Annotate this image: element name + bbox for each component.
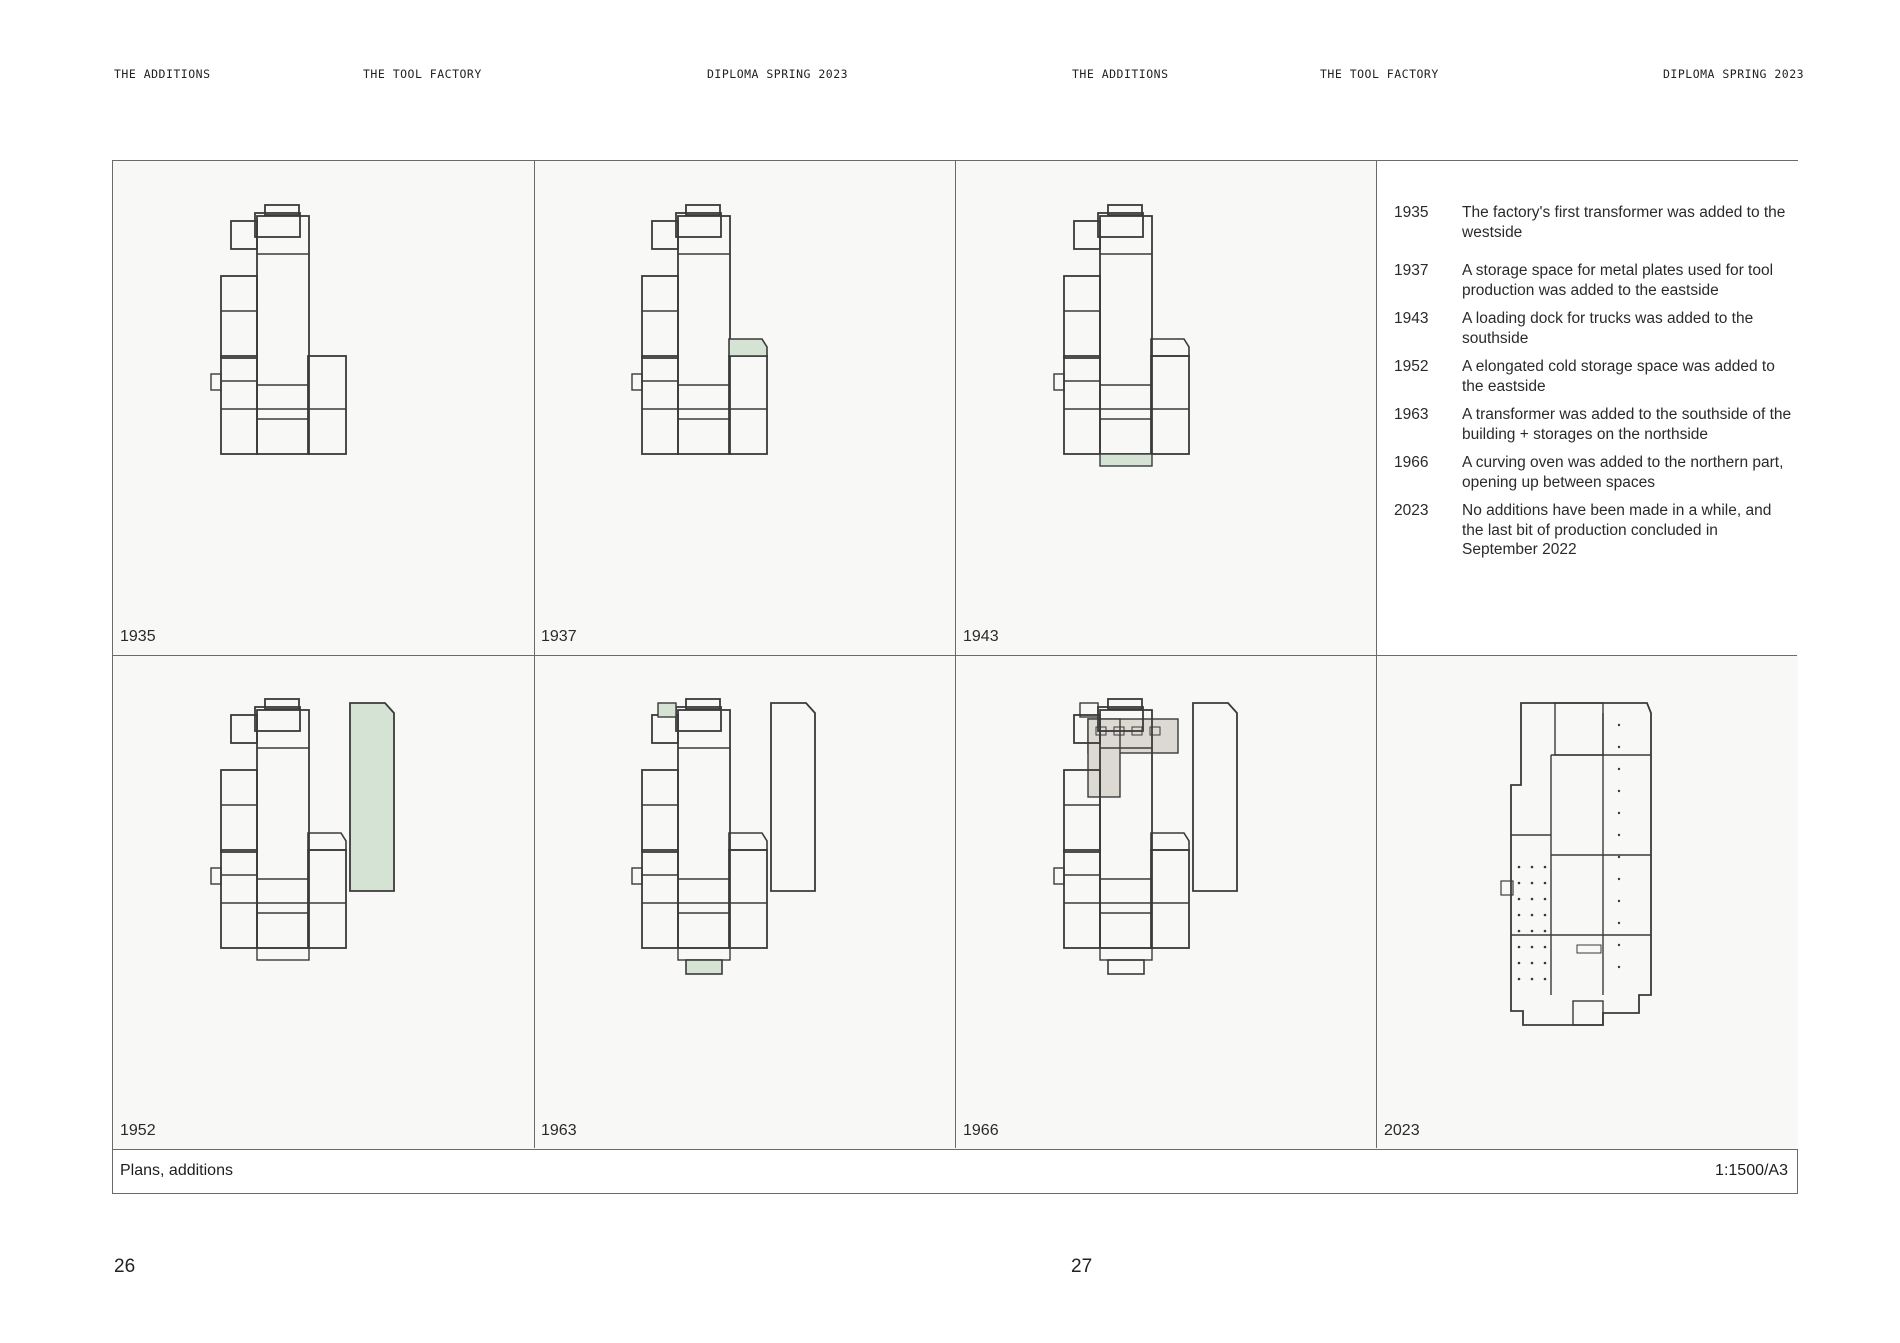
structural-column: [1531, 930, 1534, 933]
structural-column: [1518, 882, 1521, 885]
timeline-year: 1935: [1394, 204, 1429, 221]
grid-divider: [113, 655, 1797, 656]
west-transformer: [1054, 868, 1064, 884]
west-wing-south: [221, 356, 257, 454]
structural-column: [1518, 946, 1521, 949]
structural-column: [1544, 914, 1547, 917]
west-wing-middle: [221, 770, 257, 852]
east-plate-storage-addition: [729, 833, 767, 850]
header-project-right: THE TOOL FACTORY: [1320, 67, 1439, 81]
plan-year-label: 1943: [963, 628, 999, 645]
structural-column: [1618, 834, 1620, 836]
plan-cell-1963: [534, 655, 955, 1149]
structural-column: [1518, 898, 1521, 901]
south-loading-dock: [678, 948, 730, 960]
floor-plan-1966: [956, 655, 1377, 1149]
east-wing: [729, 850, 767, 948]
timeline-year: 1966: [1394, 454, 1429, 471]
caption-bar: [113, 1149, 1797, 1193]
west-transformer: [211, 374, 221, 390]
timeline-entry: [1394, 203, 1794, 242]
timeline-text: A storage space for metal plates used for tool production was added to the eastside: [1462, 262, 1774, 299]
structural-column: [1518, 930, 1521, 933]
floor-plan-1943: [956, 161, 1377, 655]
structural-column: [1618, 812, 1620, 814]
structural-column: [1544, 898, 1547, 901]
timeline-text: A loading dock for trucks was added to the southside: [1462, 310, 1754, 347]
timeline-year: 1963: [1394, 406, 1429, 423]
south-loading-dock: [257, 948, 309, 960]
east-wing: [729, 356, 767, 454]
west-wing-north: [652, 221, 678, 249]
floor-plan-1937: [534, 161, 955, 655]
west-wing-south: [1064, 850, 1100, 948]
structural-column: [1544, 882, 1547, 885]
east-plate-storage-addition: [1151, 833, 1189, 850]
west-transformer: [632, 868, 642, 884]
south-loading-dock: [1100, 948, 1152, 960]
plan-cell-1952: [113, 655, 534, 1149]
east-wing: [308, 356, 346, 454]
structural-column: [1531, 898, 1534, 901]
timeline-text: A transformer was added to the southside of the building + storages on the northside: [1462, 406, 1792, 443]
structural-column: [1531, 962, 1534, 965]
floor-plan-1952: [113, 655, 534, 1149]
plan-year-label: 1963: [541, 1122, 577, 1139]
header-course-left: DIPLOMA SPRING 2023: [707, 67, 849, 81]
east-cold-storage-addition: [1193, 703, 1237, 891]
additions-timeline: [1377, 161, 1798, 655]
structural-column: [1518, 978, 1521, 981]
structural-column: [1544, 978, 1547, 981]
south-annex: [1573, 1001, 1603, 1025]
west-transformer: [632, 374, 642, 390]
south-transformer: [1108, 960, 1144, 974]
structural-column: [1544, 930, 1547, 933]
east-plate-storage-addition: [729, 339, 767, 356]
timeline-year: 1952: [1394, 358, 1429, 375]
structural-column: [1618, 900, 1620, 902]
structural-column: [1518, 962, 1521, 965]
north-wing: [1555, 703, 1603, 755]
plan-cell-1935: [113, 161, 534, 655]
west-wing-south: [221, 850, 257, 948]
header-section-left: THE ADDITIONS: [114, 67, 211, 81]
south-loading-dock: [1100, 454, 1152, 466]
plan-cell-2023: [1377, 655, 1798, 1149]
timeline-year: 1943: [1394, 310, 1429, 327]
page-number-right: 27: [1071, 1256, 1093, 1277]
stair: [1577, 945, 1601, 953]
plan-cell-1937: [534, 161, 955, 655]
structural-column: [1618, 746, 1620, 748]
east-wing: [1151, 356, 1189, 454]
structural-column: [1618, 966, 1620, 968]
building-outline-2023: [1511, 703, 1651, 1025]
plan-year-label: 1952: [120, 1122, 156, 1139]
timeline-entry: [1394, 309, 1794, 348]
drawing-scale: 1:1500/A3: [1715, 1162, 1788, 1179]
east-wing: [1151, 850, 1189, 948]
west-wing-middle: [221, 276, 257, 358]
west-transformer: [211, 868, 221, 884]
timeline-text: A curving oven was added to the northern part, opening up between spaces: [1462, 454, 1784, 491]
floor-plan-1963: [534, 655, 955, 1149]
structural-column: [1518, 866, 1521, 869]
structural-column: [1618, 790, 1620, 792]
header-section-right: THE ADDITIONS: [1072, 67, 1169, 81]
structural-column: [1531, 866, 1534, 869]
west-wing-south: [1064, 356, 1100, 454]
floor-plan-2023: [1377, 655, 1798, 1149]
structural-column: [1618, 768, 1620, 770]
west-wing-middle: [642, 770, 678, 852]
west-wing-middle: [642, 276, 678, 358]
east-wing: [308, 850, 346, 948]
timeline-year: 1937: [1394, 262, 1429, 279]
west-wing-south: [642, 850, 678, 948]
plan-cell-1966: [956, 655, 1377, 1149]
plan-year-label: 1966: [963, 1122, 999, 1139]
west-wing-south: [642, 356, 678, 454]
timeline-text: No additions have been made in a while, and the last bit of production concluded in September 2022: [1462, 502, 1772, 558]
plan-year-label: 2023: [1384, 1122, 1420, 1139]
structural-column: [1544, 866, 1547, 869]
west-transformer: [1054, 374, 1064, 390]
west-wing-north: [231, 221, 257, 249]
timeline-text: The factory's first transformer was added to the westside: [1462, 204, 1786, 241]
structural-column: [1618, 856, 1620, 858]
east-cold-storage-addition: [350, 703, 394, 891]
west-wing-middle: [1064, 276, 1100, 358]
timeline-entry: [1394, 453, 1794, 492]
timeline-entry: [1394, 405, 1794, 444]
east-plate-storage-addition: [308, 833, 346, 850]
structural-column: [1544, 946, 1547, 949]
header-project-left: THE TOOL FACTORY: [363, 67, 482, 81]
structural-column: [1618, 922, 1620, 924]
west-wing-north: [231, 715, 257, 743]
timeline-entry: [1394, 501, 1794, 560]
north-storage: [658, 703, 676, 717]
west-wing-north: [1074, 221, 1100, 249]
plans-grid: [112, 160, 1798, 1194]
east-cold-storage-addition: [771, 703, 815, 891]
timeline-entry: [1394, 357, 1794, 396]
structural-column: [1518, 914, 1521, 917]
header-course-right: DIPLOMA SPRING 2023: [1663, 67, 1805, 81]
structural-column: [1531, 882, 1534, 885]
structural-column: [1544, 962, 1547, 965]
structural-column: [1618, 878, 1620, 880]
timeline-entry: [1394, 261, 1794, 300]
structural-column: [1618, 724, 1620, 726]
plan-year-label: 1937: [541, 628, 577, 645]
plan-cell-1943: [956, 161, 1377, 655]
floor-plan-1935: [113, 161, 534, 655]
structural-column: [1531, 978, 1534, 981]
south-transformer: [686, 960, 722, 974]
structural-column: [1531, 946, 1534, 949]
east-plate-storage-addition: [1151, 339, 1189, 356]
timeline-text: A elongated cold storage space was added to the eastside: [1462, 358, 1775, 395]
west-wing-north: [652, 715, 678, 743]
figure-caption: Plans, additions: [120, 1162, 233, 1179]
page-number-left: 26: [114, 1256, 136, 1277]
structural-column: [1618, 944, 1620, 946]
structural-column: [1531, 914, 1534, 917]
plan-year-label: 1935: [120, 628, 156, 645]
timeline-year: 2023: [1394, 502, 1429, 519]
